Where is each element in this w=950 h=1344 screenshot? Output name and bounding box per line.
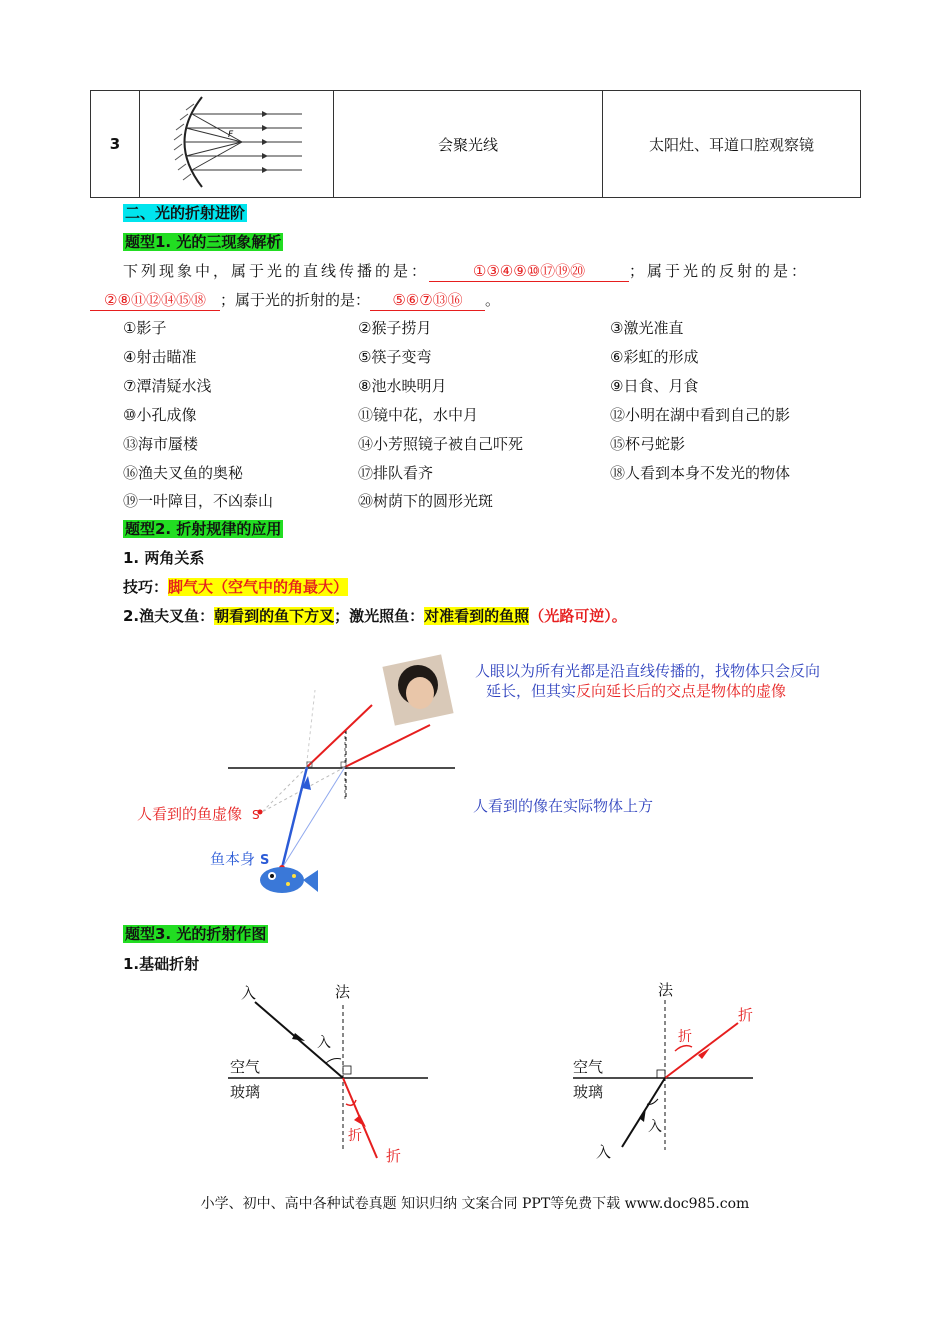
- tip-text: 脚气大（空气中的角最大）: [168, 578, 349, 596]
- reversible-note: （光路可逆）。: [529, 607, 627, 625]
- concave-mirror-figure: [140, 91, 334, 198]
- list-item: ⑨日食、月食: [610, 377, 699, 395]
- type1-question-line1: [123, 260, 863, 282]
- question-prefix: 下列现象中，属于光的直线传播的是：: [123, 262, 430, 280]
- list-item: ⑰排队看齐: [358, 464, 434, 482]
- type3-title: 题型3. 光的折射作图: [125, 925, 267, 943]
- list-item: ④射击瞄准: [123, 348, 197, 366]
- list-item: ⑳树荫下的圆形光斑: [358, 492, 494, 510]
- refracted-ray-label: 折: [386, 1147, 402, 1165]
- concave-mirror-diagram: [162, 92, 312, 192]
- incident-angle-label: 入: [317, 1035, 331, 1051]
- tip-label: 技巧：: [123, 578, 169, 596]
- list-item: ⑪镜中花，水中月: [358, 406, 479, 424]
- page-footer: 小学、初中、高中各种试卷真题 知识归纳 文案合同 PPT等免费下载 www.doc985.com: [200, 1196, 750, 1212]
- incident-label: 入: [241, 984, 257, 1002]
- list-item: ①影子: [123, 319, 167, 337]
- section-title: 二、光的折射进阶: [125, 204, 246, 222]
- list-item: ⑯渔夫叉鱼的奥秘: [123, 464, 244, 482]
- list-item: ⑮杯弓蛇影: [610, 435, 686, 453]
- list-item: ⑬海市蜃楼: [123, 435, 199, 453]
- type1-title: 题型1. 光的三现象解析: [125, 233, 282, 251]
- fishing-rule-line: [123, 605, 627, 626]
- answer-reflection: ②⑧⑪⑫⑭⑮⑱: [90, 289, 220, 311]
- laser-rule: 对准看到的鱼照: [424, 607, 530, 625]
- fishing-prefix: 2.渔夫叉鱼：: [123, 607, 215, 625]
- answer-refraction: ⑤⑥⑦⑬⑯: [370, 289, 485, 311]
- list-item: ⑫小明在湖中看到自己的影: [610, 406, 791, 424]
- type2-title: 题型2. 折射规律的应用: [125, 520, 282, 538]
- answer-straight-line: ①③④⑨⑩⑰⑲⑳: [429, 260, 629, 282]
- list-item: ⑦潭清疑水浅: [123, 377, 212, 395]
- basic-refraction-heading: 1.基础折射: [123, 955, 200, 973]
- fish-icon: [260, 867, 318, 893]
- incident-angle-label: 入: [648, 1119, 662, 1135]
- refraction-angle-label: 折: [678, 1029, 692, 1045]
- refraction-glass-to-air: [560, 975, 770, 1170]
- list-item: ③激光准直: [610, 319, 684, 337]
- image-above-note: 人看到的像在实际物体上方: [473, 797, 654, 815]
- refracted-ray-label: 折: [738, 1006, 754, 1024]
- refraction-angle-label: 折: [348, 1128, 362, 1144]
- list-item: ⑱人看到本身不发光的物体: [610, 464, 791, 482]
- laser-prefix: ；激光照鱼：: [334, 607, 425, 625]
- list-item: ⑧池水映明月: [358, 377, 447, 395]
- virtual-s-label: S': [252, 808, 263, 822]
- air-label: 空气: [230, 1058, 261, 1076]
- fish-s-label: S: [260, 853, 270, 868]
- virtual-image-label: 人看到的鱼虚像: [137, 805, 243, 823]
- glass-label: 玻璃: [573, 1083, 604, 1101]
- tip-line: [123, 576, 348, 597]
- fish-refraction-diagram: [120, 630, 860, 910]
- list-item: ⑭小芳照镜子被自己吓死: [358, 435, 524, 453]
- question-mid2: ；属于光的折射的是：: [220, 291, 371, 309]
- air-label: 空气: [573, 1058, 604, 1076]
- type1-question-line2: [90, 289, 500, 311]
- focus-label: F: [227, 130, 233, 140]
- row-number: 3: [91, 91, 140, 198]
- incident-label: 入: [596, 1143, 612, 1161]
- list-item: ⑤筷子变弯: [358, 348, 432, 366]
- refraction-air-to-glass: [200, 975, 440, 1170]
- eye-note-line1: 人眼以为所有光都是沿直线传播的，找物体只会反向: [475, 662, 821, 680]
- mirror-application: 太阳灶、耳道口腔观察镜: [603, 91, 861, 198]
- angle-relation-heading: 1. 两角关系: [123, 549, 205, 567]
- mirror-table: [90, 90, 861, 198]
- question-mid: ；属于光的反射的是：: [629, 262, 810, 280]
- list-item: ②猴子捞月: [358, 319, 432, 337]
- person-photo: [382, 654, 453, 725]
- list-item: ⑩小孔成像: [123, 406, 197, 424]
- table-row: [91, 91, 861, 198]
- glass-label: 玻璃: [230, 1083, 261, 1101]
- normal-label: 法: [335, 983, 351, 1001]
- eye-note-line2: 延长，但其实反向延长后的交点是物体的虚像: [486, 682, 787, 700]
- fishing-rule: 朝看到的鱼下方叉: [214, 607, 335, 625]
- question-end: 。: [485, 291, 501, 309]
- list-item: ⑥彩虹的形成: [610, 348, 699, 366]
- mirror-function: 会聚光线: [334, 91, 603, 198]
- fish-label: 鱼本身: [210, 850, 256, 868]
- normal-label: 法: [658, 981, 674, 999]
- list-item: ⑲一叶障目，不凶泰山: [123, 492, 274, 510]
